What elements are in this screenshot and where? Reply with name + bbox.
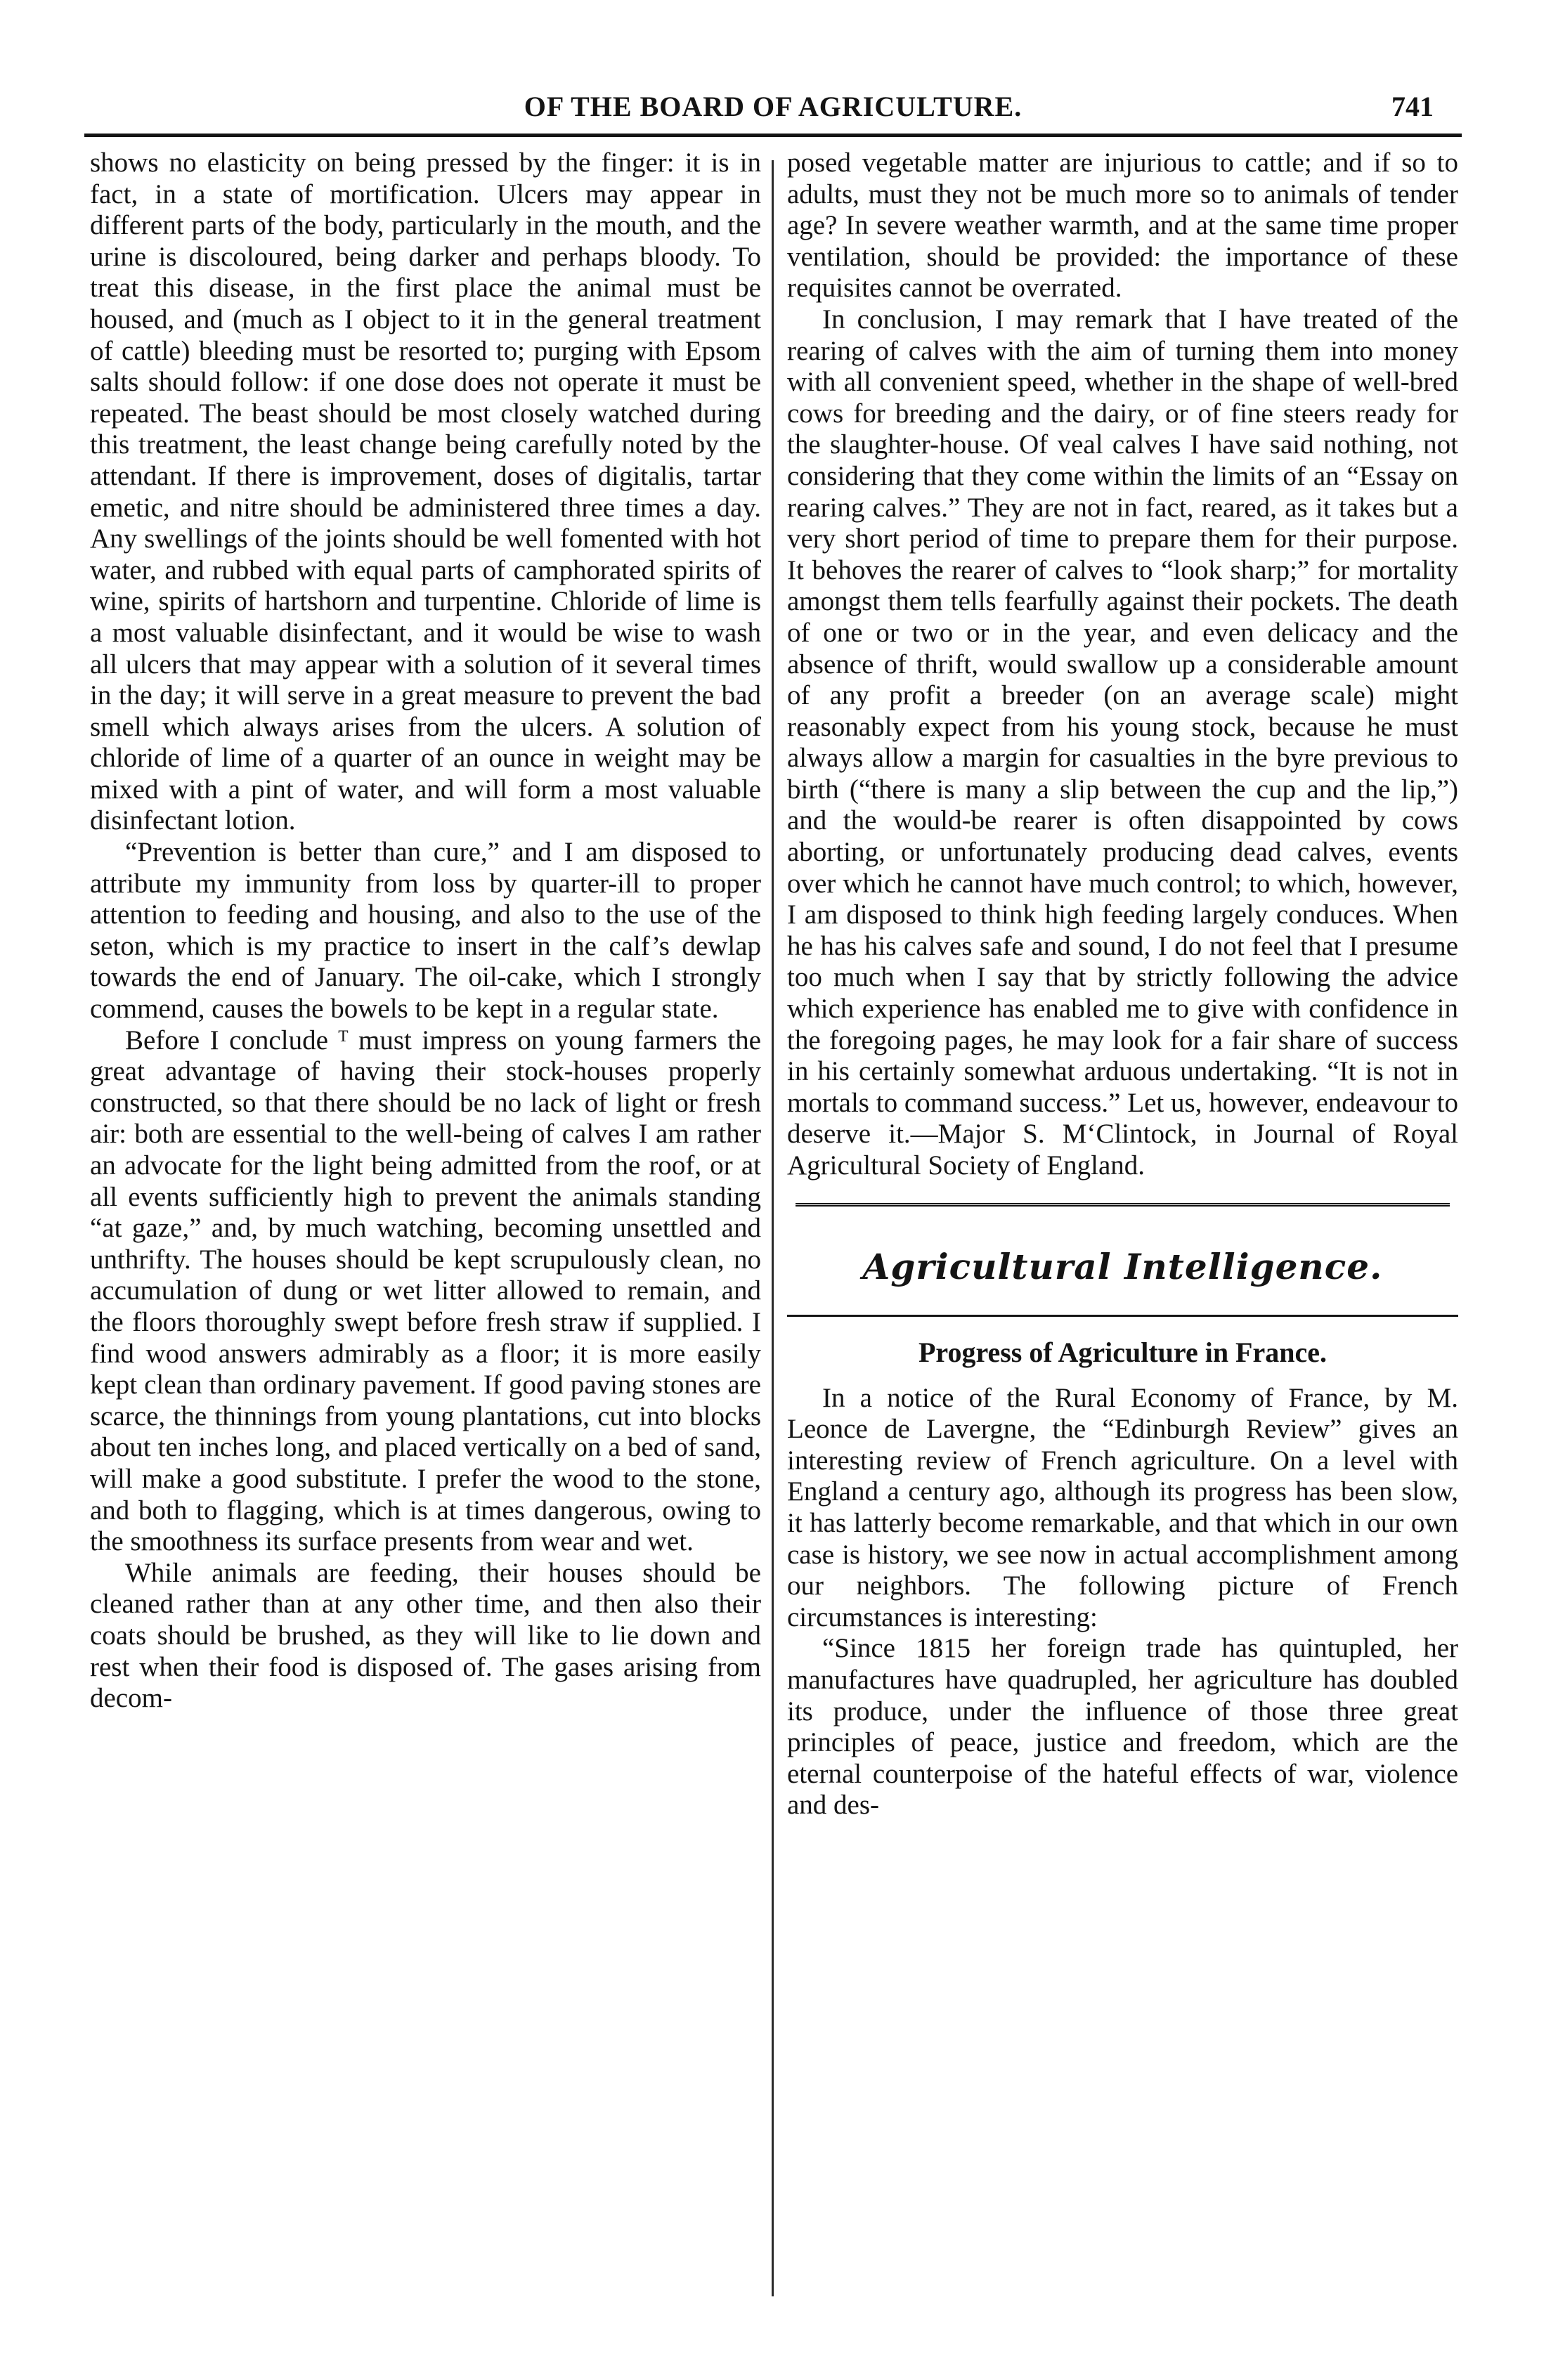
section-divider xyxy=(796,1203,1450,1207)
right-paragraph-2: In conclusion, I may remark that I have treated of the rearing of calves with the aim of turning them into money with all convenient speed, whether in the shape of well-bred cows for breeding and the dairy, or of fine steers ready for the slaughter-house. Of veal calves I have said nothing, not considering that they come within the limits of an “Essay on rearing calves.” They are not in fact, reared, as it takes but a very short period of time to prepare them for their purpose. It behoves the rearer of calves to “look sharp;” for mortality amongst them tells fearfully against their pockets. The death of one or two or in the year, and even delicacy and the absence of thrift, would swallow up a considerable amount of any profit a breeder (on an average scale) might reasonably expect from his young stock, because he must always allow a margin for casualties in the byre previous to birth (“there is many a slip between the cup and the lip,”) and the would-be rearer is often disappointed by cows aborting, or unfortunately producing dead calves, events over which he cannot have much control; to which, however, I am disposed to think high feeding largely conduces. When he has his calves safe and sound, I do not feel that I presume too much when I say that by strictly following the advice which experience has enabled me to give with confidence in the foregoing pages, he may look for a fair share of success in his certainly somewhat arduous undertaking. “It is not in mortals to command success.” Let us, however, endeavour to deserve it.—Major S. M‘Clintock, in Journal of Royal Agricultural Society of England. xyxy=(787,304,1458,1181)
article-paragraph-2: “Since 1815 her foreign trade has quintupled, her manufactures have quadrupled, her agriculture has doubled its produce, under the influence of those three great principles of peace, justice and freedom, which are the eternal counterpoise of the hateful effects of war, violence and des- xyxy=(787,1633,1458,1821)
right-paragraph-1: posed vegetable matter are injurious to cattle; and if so to adults, must they not be much more so to animals of tender age? In severe weather warmth, and at the same time proper ventilation, should be provided: the importance of these requisites cannot be overrated. xyxy=(787,148,1458,304)
heading-rule xyxy=(787,1315,1458,1317)
right-column xyxy=(787,148,1458,1821)
left-paragraph-1: shows no elasticity on being pressed by the finger: it is in fact, in a state of mortification. Ulcers may appear in different parts of the body, particularly in the mouth, and the urine is discoloured, being darker and perhaps bloody. To treat this disease, in the first place the animal must be housed, and (much as I object to it in the general treatment of cattle) bleeding must be resorted to; purging with Epsom salts should follow: if one dose does not operate it must be repeated. The beast should be most closely watched during this treatment, the least change being carefully noted by the attendant. If there is improvement, doses of digitalis, tartar emetic, and nitre should be administered three times a day. Any swellings of the joints should be well fomented with hot water, and rubbed with equal parts of camphorated spirits of wine, spirits of hartshorn and turpentine. Chloride of lime is a most valuable disinfectant, and it would be wise to wash all ulcers that may appear with a solution of it several times in the day; it will serve in a great measure to prevent the bad smell which always arises from the ulcers. A solution of chloride of lime of a quarter of an ounce in weight may be mixed with a pint of water, and will form a most valuable disinfectant lotion. xyxy=(90,148,761,836)
article-paragraph-1: In a notice of the Rural Economy of France, by M. Leonce de Lavergne, the “Edinburgh Review” gives an interesting review of French agriculture. On a level with England a century ago, although its progress has been slow, it has latterly become remarkable, and that which in our own case is history, we see now in actual accomplishment among our neighbors. The following picture of French circumstances is interesting: xyxy=(787,1382,1458,1632)
page-number: 741 xyxy=(1391,91,1434,122)
left-paragraph-2: “Prevention is better than cure,” and I am disposed to attribute my immunity from loss by quarter-ill to proper attention to feeding and housing, and also to the use of the seton, which is my practice to insert in the calf’s dewlap towards the end of January. The oil-cake, which I strongly commend, causes the bowels to be kept in a regular state. xyxy=(90,837,761,1025)
article-gap xyxy=(787,1370,1458,1383)
header-rule xyxy=(84,134,1462,137)
section-heading: Agricultural Intelligence. xyxy=(862,1245,1383,1287)
article-title: Progress of Agriculture in France. xyxy=(918,1336,1327,1368)
running-title: OF THE BOARD OF AGRICULTURE. xyxy=(524,91,1023,122)
running-head xyxy=(84,90,1462,139)
left-paragraph-4: While animals are feeding, their houses should be cleaned rather than at any other time, and then also their coats should be brushed, as they will like to lie down and rest when their food is disposed of. The gases arising from decom- xyxy=(90,1557,761,1714)
left-column xyxy=(90,148,761,1715)
column-divider xyxy=(772,160,774,2296)
left-paragraph-3: Before I conclude ᵀ must impress on young farmers the great advantage of having their stock-houses properly constructed, so that there should be no lack of light or fresh air: both are essential to the well-being of calves I am rather an advocate for the light being admitted from the roof, or at all events sufficiently high to prevent the animals standing “at gaze,” and, by much watching, becoming unsettled and unthrifty. The houses should be kept scrupulously clean, no accumulation of dung or wet litter allowed to remain, and the floors thoroughly swept before fresh straw if supplied. I find wood answers admirably as a floor; it is more easily kept clean than ordinary pavement. If good paving stones are scarce, the thinnings from young plantations, cut into blocks about ten inches long, and placed vertically on a bed of sand, will make a good substitute. I prefer the wood to the stone, and both to flagging, which is at times dangerous, owing to the smoothness its surface presents from wear and wet. xyxy=(90,1025,761,1557)
